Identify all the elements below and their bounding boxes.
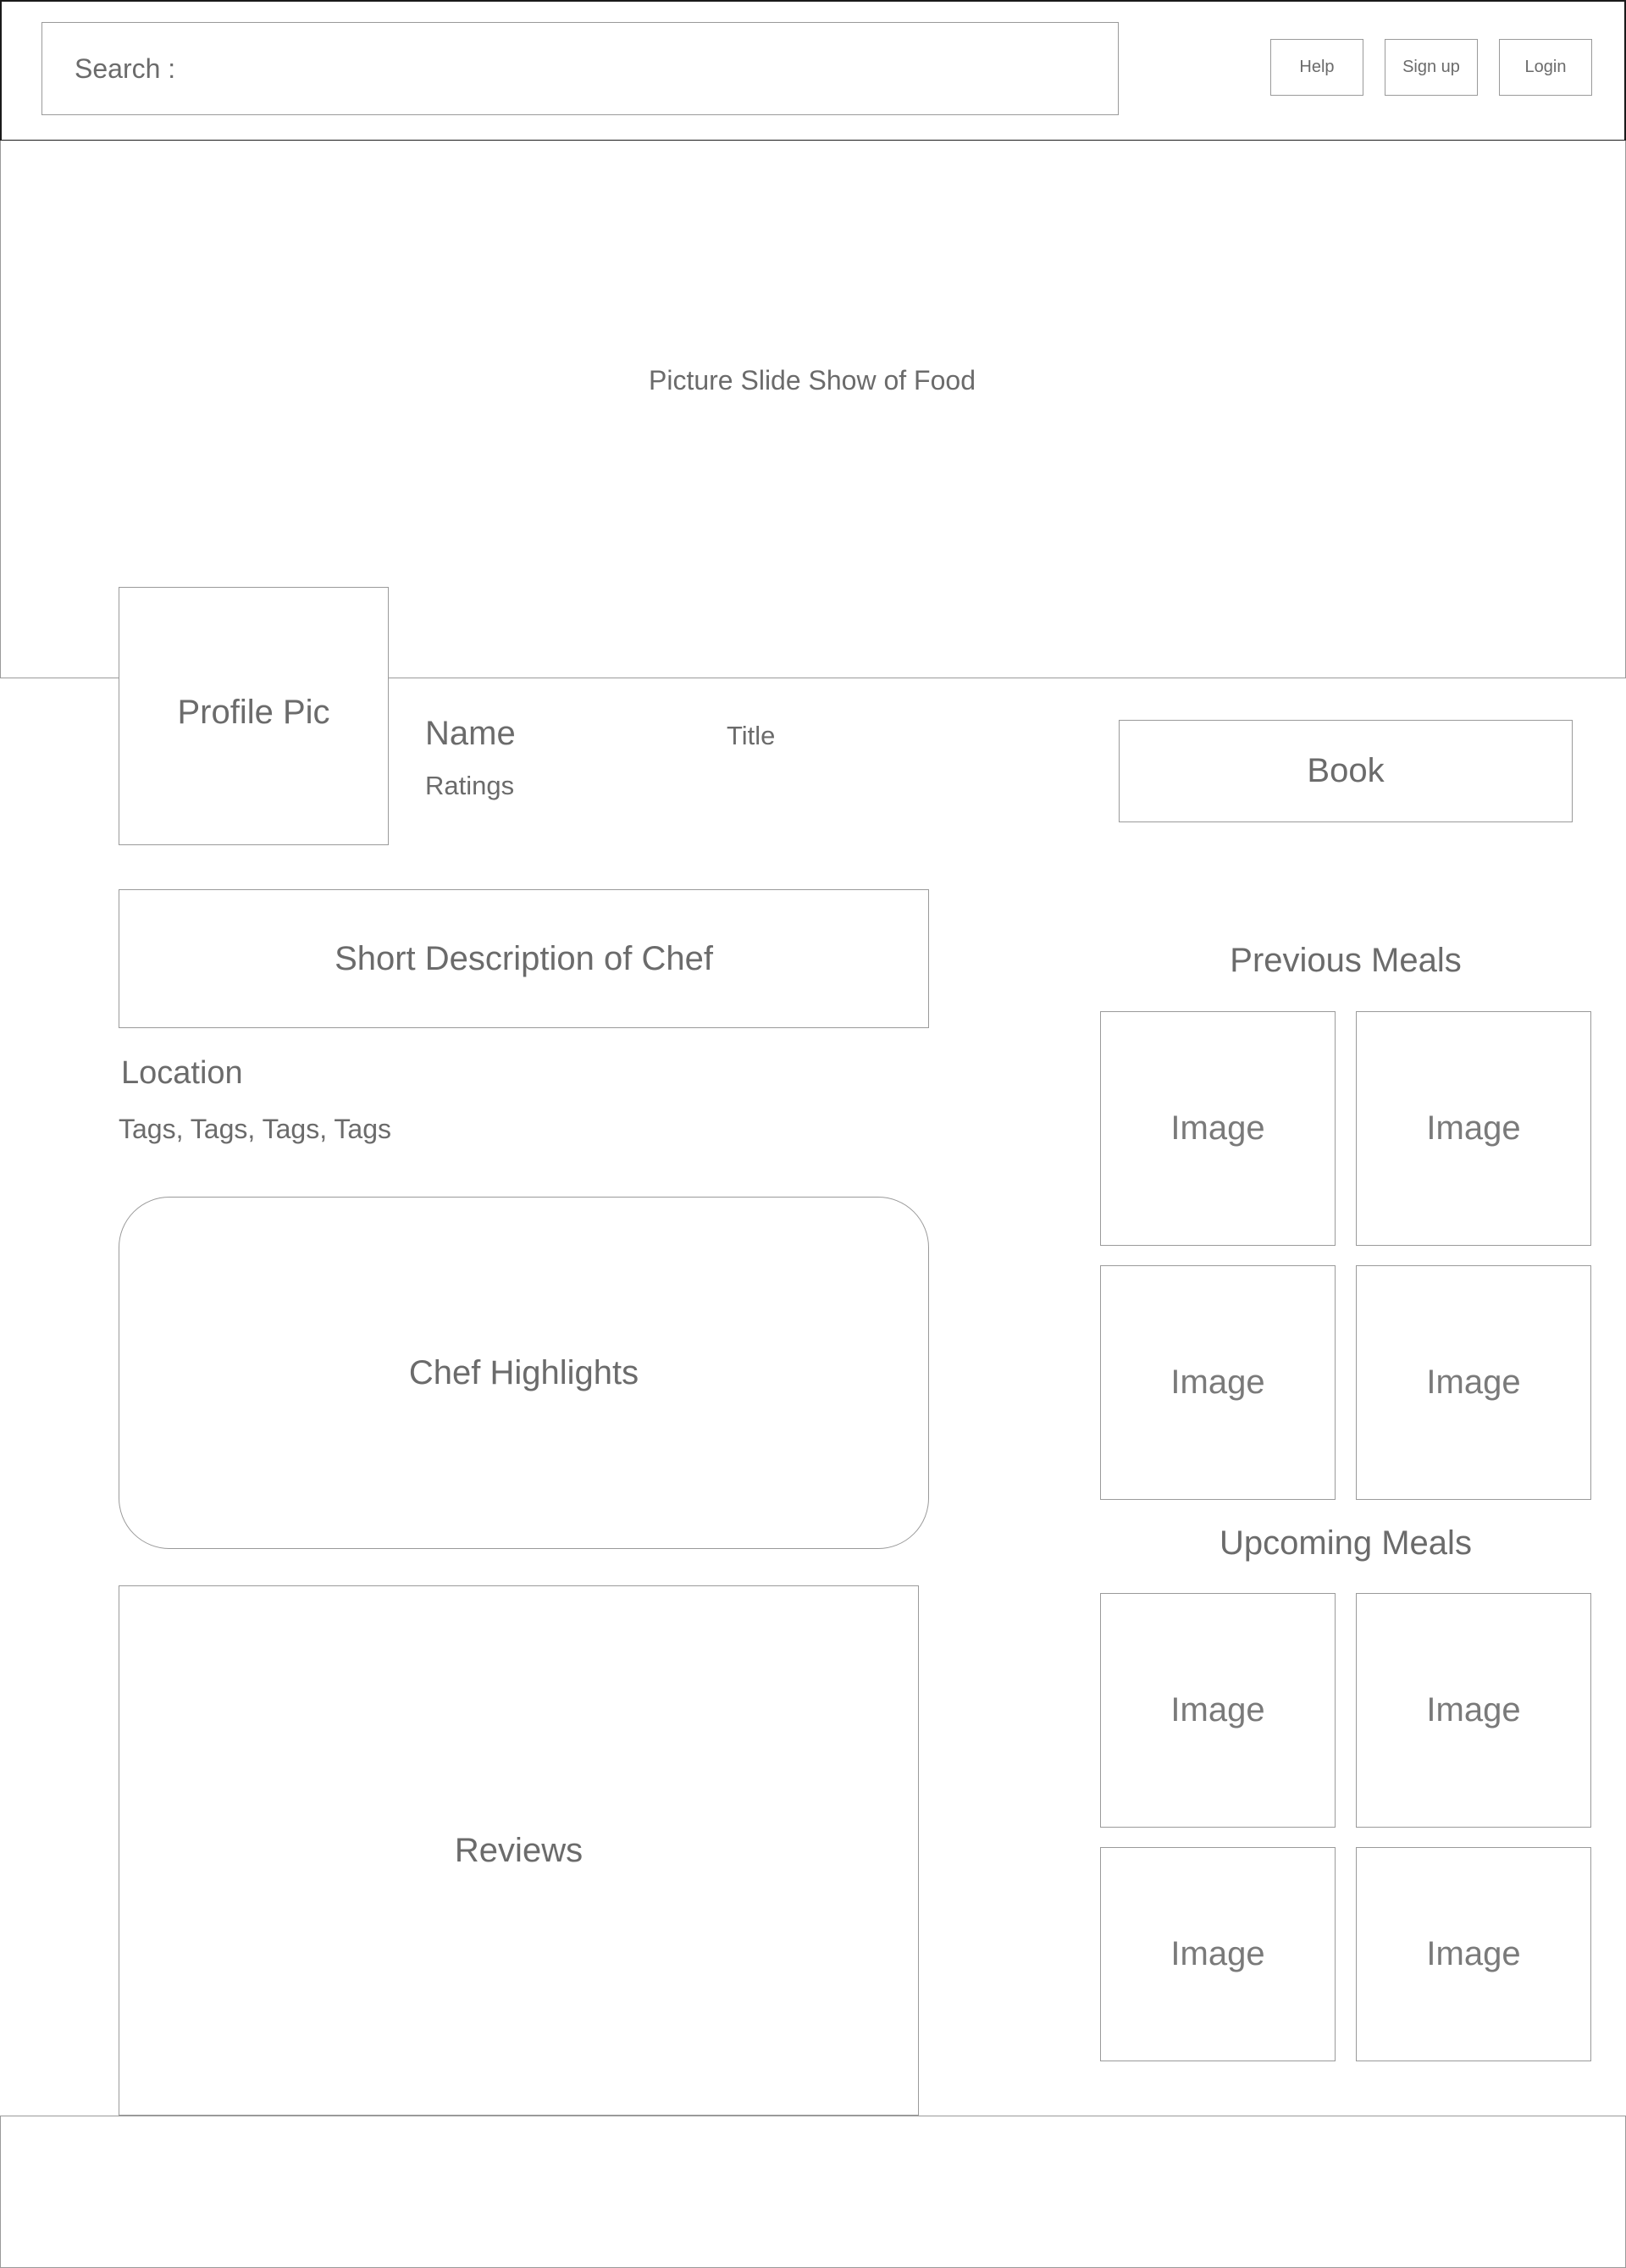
reviews-section: Reviews (119, 1585, 919, 2116)
profile-pic-label: Profile Pic (177, 694, 330, 731)
chef-name: Name (425, 715, 516, 752)
book-button[interactable]: Book (1119, 720, 1573, 822)
upcoming-meal-image[interactable]: Image (1100, 1847, 1336, 2061)
upcoming-meals-title: Upcoming Meals (1220, 1524, 1472, 1562)
chef-title: Title (727, 721, 776, 750)
short-description: Short Description of Chef (119, 889, 929, 1028)
profile-pic (119, 587, 389, 845)
upcoming-meal-image[interactable]: Image (1356, 1593, 1591, 1828)
previous-meal-image[interactable]: Image (1356, 1265, 1591, 1500)
upcoming-meal-image[interactable]: Image (1100, 1593, 1336, 1828)
upcoming-meal-image[interactable]: Image (1356, 1847, 1591, 2061)
previous-meal-image[interactable]: Image (1100, 1265, 1336, 1500)
signup-button[interactable]: Sign up (1385, 39, 1478, 96)
slideshow-label: Picture Slide Show of Food (649, 365, 976, 396)
help-button[interactable]: Help (1270, 39, 1363, 96)
chef-highlights: Chef Highlights (119, 1197, 929, 1549)
chef-ratings: Ratings (425, 771, 515, 800)
chef-tags: Tags, Tags, Tags, Tags (119, 1114, 391, 1144)
previous-meal-image[interactable]: Image (1100, 1011, 1336, 1246)
chef-location: Location (121, 1055, 243, 1091)
previous-meal-image[interactable]: Image (1356, 1011, 1591, 1246)
page-footer (0, 2116, 1626, 2268)
search-input[interactable] (41, 22, 1119, 115)
search-label: Search : (75, 53, 176, 84)
previous-meals-title: Previous Meals (1230, 942, 1462, 979)
login-button[interactable]: Login (1499, 39, 1592, 96)
